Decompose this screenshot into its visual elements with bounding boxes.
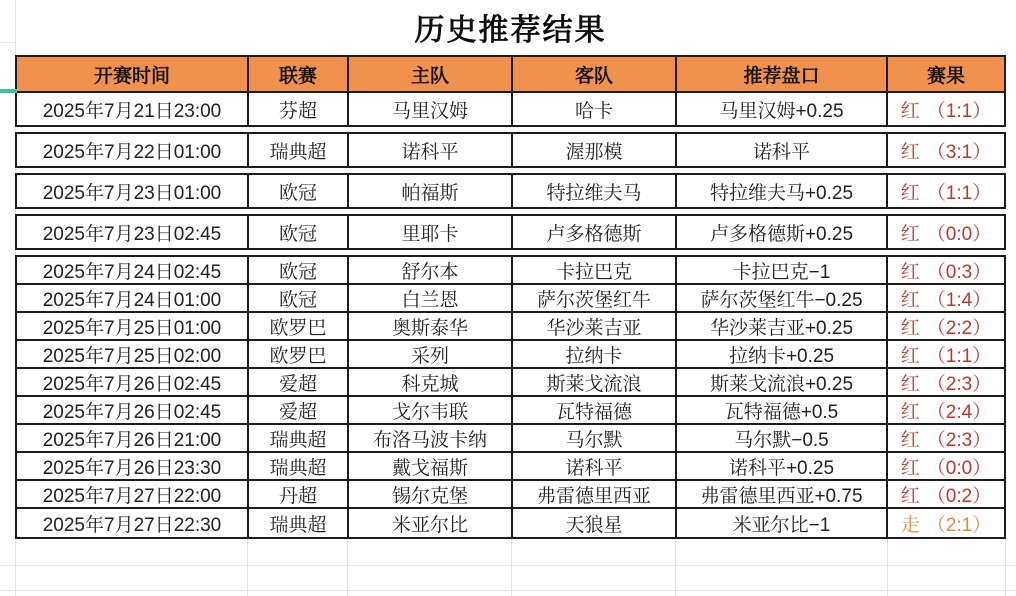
cell-time[interactable]: 2025年7月22日01:00 <box>17 134 249 166</box>
sheet-gridline-horizontal <box>0 590 1016 591</box>
cell-result[interactable] <box>888 509 1004 537</box>
page-title: 历史推荐结果 <box>414 14 607 47</box>
cell-result[interactable] <box>888 257 1004 283</box>
cell-league[interactable]: 欧冠 <box>249 216 349 248</box>
cell-result[interactable] <box>888 313 1004 339</box>
cell-result[interactable] <box>888 481 1004 507</box>
result-score: （1:1） <box>926 182 992 204</box>
header-cell-home-team[interactable]: 主队 <box>349 57 513 91</box>
result-score: （0:3） <box>926 261 992 283</box>
cell-home[interactable]: 诺科平 <box>349 134 513 166</box>
cell-league[interactable]: 欧冠 <box>249 257 349 283</box>
cell-league[interactable]: 丹超 <box>249 481 349 507</box>
sheet-gridline-vertical <box>887 539 888 596</box>
result-score: （2:3） <box>926 373 992 395</box>
header-cell-away-team[interactable]: 客队 <box>513 57 677 91</box>
cell-home[interactable]: 科克城 <box>349 369 513 395</box>
table-row <box>17 257 1004 285</box>
cell-home[interactable]: 布洛马波卡纳 <box>349 425 513 451</box>
table-row <box>17 397 1004 425</box>
table-row <box>17 369 1004 397</box>
cell-result[interactable] <box>888 216 1004 248</box>
cell-league[interactable]: 芬超 <box>249 93 349 125</box>
result-verdict: 走 <box>900 514 920 536</box>
result-verdict: 红 <box>900 373 920 395</box>
cell-away[interactable]: 弗雷德里西亚 <box>513 481 677 507</box>
cell-time[interactable]: 2025年7月23日01:00 <box>17 175 249 207</box>
cell-home[interactable]: 白兰恩 <box>349 285 513 311</box>
cell-handicap[interactable]: 萨尔茨堡红牛−0.25 <box>677 285 888 311</box>
table-row <box>15 173 1006 209</box>
cell-handicap[interactable]: 斯莱戈流浪+0.25 <box>677 369 888 395</box>
result-verdict: 红 <box>900 141 920 163</box>
result-score: （0:0） <box>926 223 992 245</box>
cell-away[interactable]: 诺科平 <box>513 453 677 479</box>
cell-home[interactable]: 戴戈福斯 <box>349 453 513 479</box>
sheet-gridline-horizontal <box>0 565 1016 566</box>
result-verdict: 红 <box>900 345 920 367</box>
table-row <box>17 285 1004 313</box>
cell-time[interactable]: 2025年7月24日02:45 <box>17 257 249 283</box>
cell-time[interactable]: 2025年7月26日23:30 <box>17 453 249 479</box>
cell-league[interactable]: 欧罗巴 <box>249 341 349 367</box>
table-row <box>17 453 1004 481</box>
cell-home[interactable]: 舒尔本 <box>349 257 513 283</box>
result-verdict: 红 <box>900 485 920 507</box>
header-cell-handicap[interactable]: 推荐盘口 <box>677 57 888 91</box>
sheet-gridline-vertical <box>1005 539 1006 596</box>
cell-handicap[interactable]: 诺科平+0.25 <box>677 453 888 479</box>
cell-time[interactable]: 2025年7月23日02:45 <box>17 216 249 248</box>
result-score: （1:1） <box>926 100 992 122</box>
cell-time[interactable]: 2025年7月27日22:00 <box>17 481 249 507</box>
cell-handicap[interactable]: 米亚尔比−1 <box>677 509 888 537</box>
cell-league[interactable]: 欧冠 <box>249 285 349 311</box>
cell-away[interactable]: 斯莱戈流浪 <box>513 369 677 395</box>
cell-time[interactable]: 2025年7月24日01:00 <box>17 285 249 311</box>
cell-away[interactable]: 渥那模 <box>513 134 677 166</box>
cell-time[interactable]: 2025年7月26日21:00 <box>17 425 249 451</box>
results-table <box>15 55 1006 539</box>
cell-handicap[interactable]: 弗雷德里西亚+0.75 <box>677 481 888 507</box>
cell-handicap[interactable]: 诺科平 <box>677 134 888 166</box>
cell-away[interactable]: 华沙莱吉亚 <box>513 313 677 339</box>
sheet-gridline-horizontal <box>0 42 15 43</box>
cell-league[interactable]: 欧罗巴 <box>249 313 349 339</box>
sheet-gridline-vertical <box>247 539 248 596</box>
table-row <box>17 313 1004 341</box>
cell-handicap[interactable]: 马尔默−0.5 <box>677 425 888 451</box>
sheet-gridline-vertical <box>347 539 348 596</box>
freeze-pane-indicator <box>0 89 17 93</box>
cell-away[interactable]: 哈卡 <box>513 93 677 125</box>
table-row <box>17 425 1004 453</box>
result-verdict: 红 <box>900 317 920 339</box>
cell-away[interactable]: 卢多格德斯 <box>513 216 677 248</box>
cell-result[interactable] <box>888 369 1004 395</box>
cell-time[interactable]: 2025年7月25日01:00 <box>17 313 249 339</box>
cell-result[interactable] <box>888 134 1004 166</box>
table-row <box>17 341 1004 369</box>
cell-league[interactable]: 瑞典超 <box>249 425 349 451</box>
cell-result[interactable] <box>888 397 1004 423</box>
cell-home[interactable]: 锡尔克堡 <box>349 481 513 507</box>
cell-time[interactable]: 2025年7月25日02:00 <box>17 341 249 367</box>
table-row <box>17 481 1004 509</box>
result-verdict: 红 <box>900 429 920 451</box>
result-score: （3:1） <box>926 141 992 163</box>
cell-result[interactable] <box>888 285 1004 311</box>
cell-handicap[interactable]: 瓦特福德+0.5 <box>677 397 888 423</box>
cell-away[interactable]: 拉纳卡 <box>513 341 677 367</box>
cell-away[interactable]: 瓦特福德 <box>513 397 677 423</box>
result-score: （2:1） <box>926 514 992 536</box>
result-verdict: 红 <box>900 289 920 311</box>
boxed-rows <box>15 91 1006 250</box>
cell-handicap[interactable]: 华沙莱吉亚+0.25 <box>677 313 888 339</box>
result-verdict: 红 <box>900 100 920 122</box>
cell-away[interactable]: 马尔默 <box>513 425 677 451</box>
result-score: （2:2） <box>926 317 992 339</box>
cell-league[interactable]: 瑞典超 <box>249 453 349 479</box>
result-score: （0:2） <box>926 485 992 507</box>
cell-league[interactable]: 瑞典超 <box>249 134 349 166</box>
result-verdict: 红 <box>900 401 920 423</box>
result-score: （2:4） <box>926 401 992 423</box>
cell-away[interactable]: 萨尔茨堡红牛 <box>513 285 677 311</box>
cell-home[interactable]: 奥斯泰华 <box>349 313 513 339</box>
cell-time[interactable]: 2025年7月26日02:45 <box>17 369 249 395</box>
result-verdict: 红 <box>900 223 920 245</box>
table-row <box>15 91 1006 127</box>
header-cell-start-time[interactable]: 开赛时间 <box>17 57 249 91</box>
cell-handicap[interactable]: 特拉维夫马+0.25 <box>677 175 888 207</box>
cell-time[interactable]: 2025年7月21日23:00 <box>17 93 249 125</box>
result-verdict: 红 <box>900 182 920 204</box>
cell-league[interactable]: 爱超 <box>249 369 349 395</box>
cell-home[interactable]: 帕福斯 <box>349 175 513 207</box>
header-cell-result[interactable]: 赛果 <box>926 65 965 87</box>
cell-home[interactable]: 采列 <box>349 341 513 367</box>
sheet-gridline-vertical <box>511 539 512 596</box>
grid-rows <box>15 255 1006 539</box>
cell-away[interactable]: 卡拉巴克 <box>513 257 677 283</box>
cell-handicap[interactable]: 马里汉姆+0.25 <box>677 93 888 125</box>
cell-home[interactable]: 米亚尔比 <box>349 509 513 537</box>
result-score: （2:3） <box>926 429 992 451</box>
cell-result[interactable] <box>888 453 1004 479</box>
cell-result[interactable] <box>888 341 1004 367</box>
table-row <box>17 509 1004 537</box>
result-score: （1:1） <box>926 345 992 367</box>
cell-time[interactable]: 2025年7月26日02:45 <box>17 397 249 423</box>
cell-league[interactable]: 瑞典超 <box>249 509 349 537</box>
cell-result[interactable] <box>888 425 1004 451</box>
cell-league[interactable]: 欧冠 <box>249 175 349 207</box>
cell-home[interactable]: 里耶卡 <box>349 216 513 248</box>
cell-home[interactable]: 马里汉姆 <box>349 93 513 125</box>
cell-handicap[interactable]: 卢多格德斯+0.25 <box>677 216 888 248</box>
cell-league[interactable]: 爱超 <box>249 397 349 423</box>
cell-result[interactable] <box>888 175 1004 207</box>
result-verdict: 红 <box>900 261 920 283</box>
result-score: （1:4） <box>926 289 992 311</box>
cell-handicap[interactable]: 卡拉巴克−1 <box>677 257 888 283</box>
cell-time[interactable]: 2025年7月27日22:30 <box>17 509 249 537</box>
table-header-row <box>15 55 1006 93</box>
cell-away[interactable]: 特拉维夫马 <box>513 175 677 207</box>
table-row <box>15 214 1006 250</box>
cell-result[interactable] <box>888 93 1004 125</box>
table-row <box>15 132 1006 168</box>
result-verdict: 红 <box>900 457 920 479</box>
cell-away[interactable]: 天狼星 <box>513 509 677 537</box>
sheet-gridline-vertical <box>675 539 676 596</box>
cell-handicap[interactable]: 拉纳卡+0.25 <box>677 341 888 367</box>
header-cell-league[interactable]: 联赛 <box>249 57 349 91</box>
cell-home[interactable]: 戈尔韦联 <box>349 397 513 423</box>
result-score: （0:0） <box>926 457 992 479</box>
